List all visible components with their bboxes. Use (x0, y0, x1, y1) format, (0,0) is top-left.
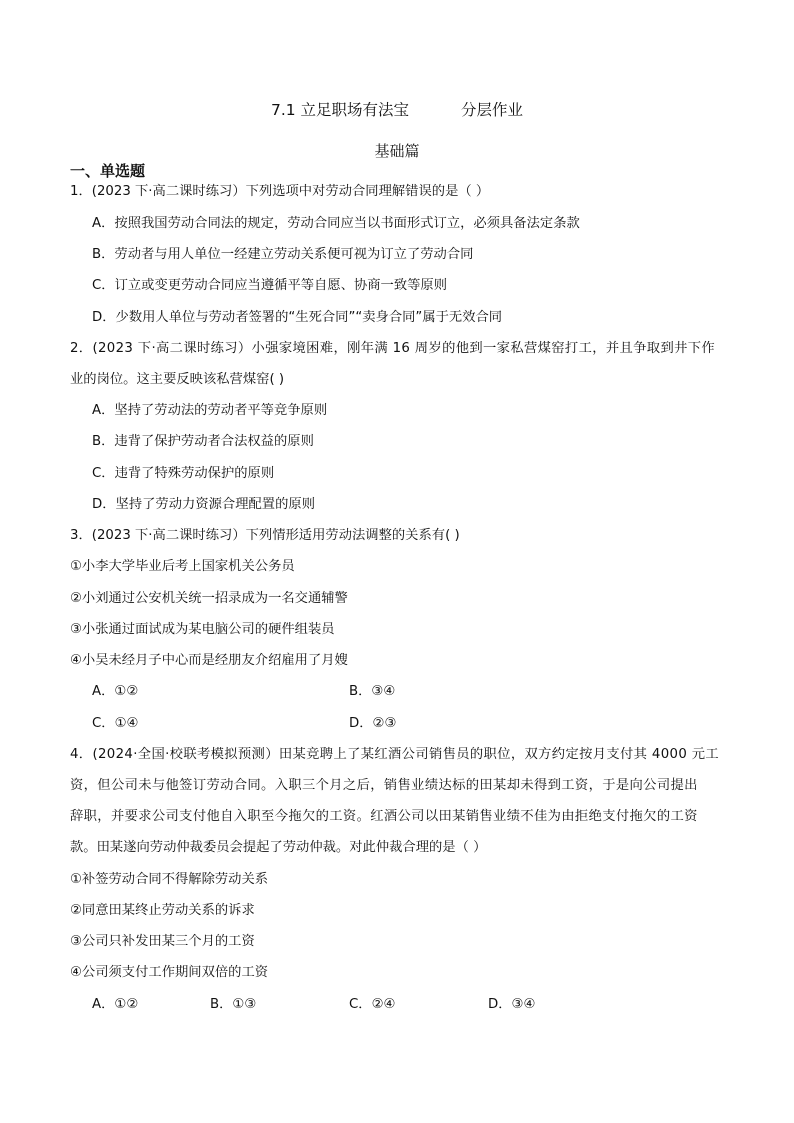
question-4-item-4: ④公司须支付工作期间双倍的工资 (70, 965, 269, 980)
question-2-stem-line-2: 业的岗位。这主要反映该私营煤窑( ) (70, 372, 285, 387)
page-subtitle: 基础篇 (374, 142, 420, 160)
question-2-option-c: C．违背了特殊劳动保护的原则 (92, 466, 275, 481)
question-4-option-b: B．①③ (210, 997, 257, 1012)
question-3-option-c: C．①④ (92, 716, 139, 731)
question-4-option-a: A．①② (92, 997, 139, 1012)
title-tail: 分层作业 (461, 101, 524, 119)
page-title (0, 98, 794, 120)
question-4-stem-line-1: 4．(2024·全国·校联考模拟预测）田某竞聘上了某红酒公司销售员的职位，双方约定按月支付其 4000 元工 (70, 747, 720, 762)
question-1-option-b: B．劳动者与用人单位一经建立劳动关系便可视为订立了劳动合同 (92, 247, 474, 262)
question-1-option-c: C．订立或变更劳动合同应当遵循平等自愿、协商一致等原则 (92, 278, 448, 293)
question-2-option-d: D．坚持了劳动力资源合理配置的原则 (92, 497, 315, 512)
question-4-option-c: C．②④ (349, 997, 396, 1012)
question-4-stem-line-3: 辞职，并要求公司支付他自入职至今拖欠的工资。红酒公司以田某销售业绩不佳为由拒绝支付拖欠的工资 (70, 809, 698, 824)
question-3-option-b: B．③④ (349, 684, 396, 699)
question-3-item-1: ①小李大学毕业后考上国家机关公务员 (70, 559, 295, 574)
question-4-stem-line-2: 资，但公司未与他签订劳动合同。入职三个月之后，销售业绩达标的田某却未得到工资，于是向公司提出 (70, 778, 698, 793)
question-3-stem: 3．(2023 下·高二课时练习）下列情形适用劳动法调整的关系有( ) (70, 528, 460, 543)
question-4-item-1: ①补签劳动合同不得解除劳动关系 (70, 872, 269, 887)
question-4-stem-line-4: 款。田某遂向劳动仲裁委员会提起了劳动仲裁。对此仲裁合理的是（ ） (70, 840, 487, 855)
section-heading: 一、单选题 (70, 162, 146, 180)
question-2-stem-line-1: 2．(2023 下·高二课时练习）小强家境困难，刚年满 16 周岁的他到一家私营煤窑打工，并且争取到井下作 (70, 341, 716, 356)
question-2-option-b: B．违背了保护劳动者合法权益的原则 (92, 434, 314, 449)
question-3-item-3: ③小张通过面试成为某电脑公司的硬件组装员 (70, 622, 335, 637)
question-3-item-2: ②小刘通过公安机关统一招录成为一名交通辅警 (70, 591, 348, 606)
question-1-stem: 1．(2023 下·高二课时练习）下列选项中对劳动合同理解错误的是（ ） (70, 184, 490, 199)
question-3-option-d: D．②③ (349, 716, 397, 731)
question-3-item-4: ④小吴未经月子中心而是经朋友介绍雇用了月嫂 (70, 653, 348, 668)
question-4-item-2: ②同意田某终止劳动关系的诉求 (70, 903, 255, 918)
question-3-option-a: A．①② (92, 684, 139, 699)
title-main: 7.1 立足职场有法宝 (270, 101, 410, 119)
question-4-item-3: ③公司只补发田某三个月的工资 (70, 934, 255, 949)
question-2-option-a: A．坚持了劳动法的劳动者平等竞争原则 (92, 403, 328, 418)
question-1-option-a: A．按照我国劳动合同法的规定，劳动合同应当以书面形式订立，必须具备法定条款 (92, 216, 580, 231)
question-1-option-d: D．少数用人单位与劳动者签署的“生死合同”“卖身合同”属于无效合同 (92, 310, 503, 325)
question-4-option-d: D．③④ (488, 997, 536, 1012)
